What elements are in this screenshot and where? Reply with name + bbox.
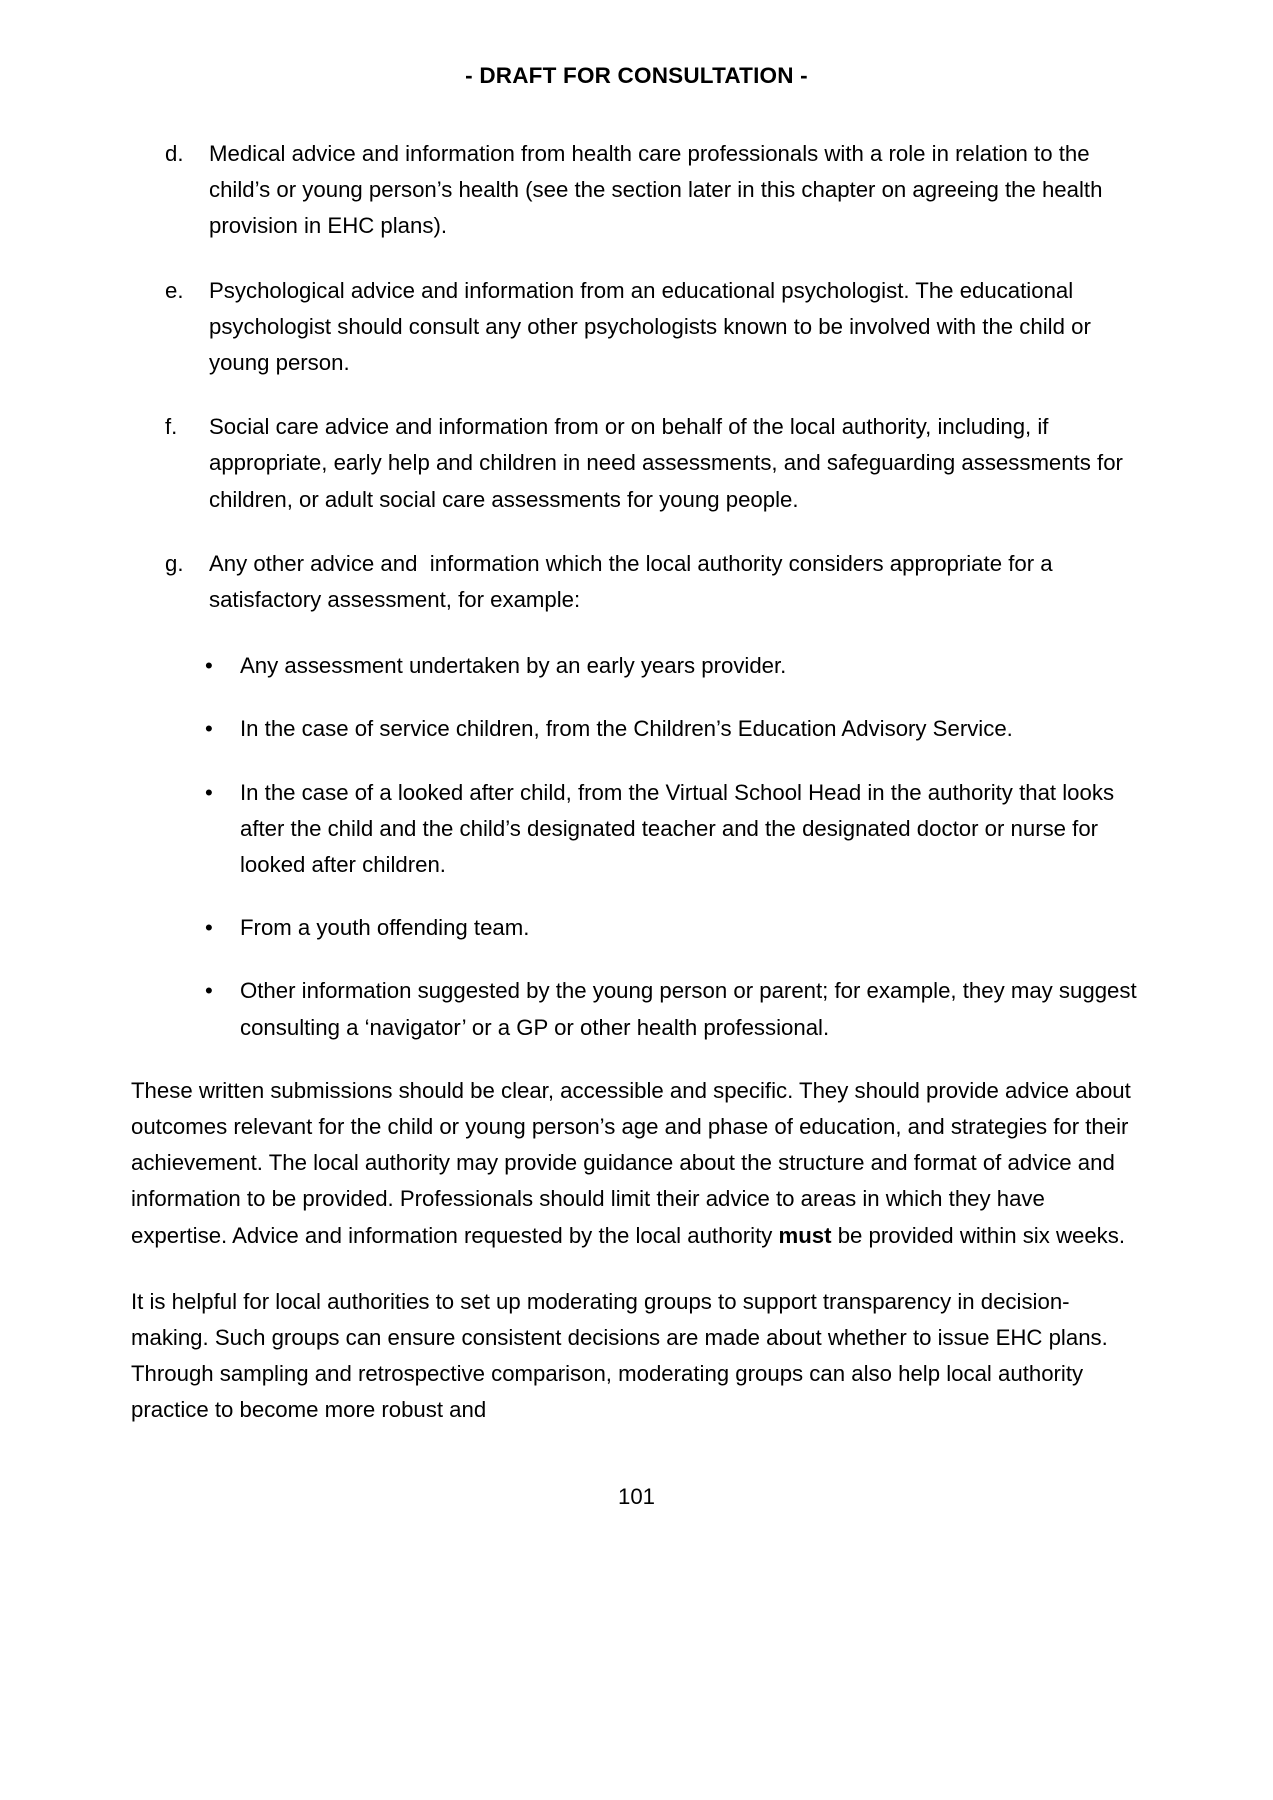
list-item-text: Social care advice and information from or on behalf of the local authority, including, if appropriate, early help and children in need assessments, and safeguarding assessments for children, or adult social care assessments for young people. (209, 414, 1130, 512)
list-item-text: In the case of service children, from the Children’s Education Advisory Service. (240, 716, 1013, 742)
list-marker: f. (165, 414, 178, 440)
list-marker: g. (165, 550, 184, 576)
list-item-text: In the case of a looked after child, from the Virtual School Head in the authority that looks after the child and the child’s designated teacher and the designated doctor or nurse for looked after children. (240, 779, 1115, 878)
paragraph-text-segment: be provided within six weeks. (831, 1222, 1126, 1248)
bullet-icon: • (205, 978, 213, 1004)
document-body (131, 136, 1140, 1429)
list-item-text: Psychological advice and information from an educational psychologist. The educational psychologist should consult any other psychologists known to be involved with the child or young person. (209, 277, 1098, 376)
list-item-text: Any other advice and information which the local authority considers appropriate for a satisfactory assessment, for example: (209, 550, 1059, 613)
list-item (131, 910, 1140, 946)
lettered-list (131, 136, 1140, 618)
list-item (131, 648, 1140, 684)
list-item (131, 546, 1140, 618)
list-item-text: Medical advice and information from health care professionals with a role in relation to the child’s or young person’s health (see the section later in this chapter on agreeing the health provision in EHC plans). (209, 141, 1109, 239)
list-item (131, 273, 1140, 382)
list-item-text: From a youth offending team. (240, 915, 530, 941)
bullet-list (131, 648, 1140, 1046)
paragraph-text-segment: These written submissions should be clear, accessible and specific. They should provide advice about outcomes relevant for the child or young person’s age and phase of education, and strategies for their achievement. The local authority may provide guidance about the structure and format of advice and information to be provided. Professionals should limit their advice to areas in which they have expertise. Advice and information requested by the local authority (131, 1077, 1131, 1248)
list-item-text: Other information suggested by the young person or parent; for example, they may suggest consulting a ‘navigator’ or a GP or other health professional. (240, 978, 1137, 1040)
list-item (131, 973, 1140, 1045)
emphasis-must: must (778, 1222, 832, 1248)
list-item-text: Any assessment undertaken by an early years provider. (240, 653, 787, 679)
page-header-title: - DRAFT FOR CONSULTATION - (465, 63, 808, 88)
body-paragraph-2: It is helpful for local authorities to set up moderating groups to support transparency in decision-making. Such groups can ensure consistent decisions are made about whether to issue EHC plans. Through sampling and retrospective comparison, moderating groups can also help local authority practice to become more robust and (131, 1288, 1108, 1423)
bullet-icon: • (205, 653, 213, 679)
list-marker: e. (165, 277, 184, 303)
list-item (131, 711, 1140, 747)
bullet-icon: • (205, 716, 213, 742)
list-item (131, 409, 1140, 518)
list-item (131, 775, 1140, 884)
body-paragraph-1 (131, 1073, 1140, 1254)
bullet-icon: • (205, 915, 213, 941)
page-number: 101 (617, 1484, 656, 1509)
bullet-icon: • (205, 779, 213, 805)
list-marker: d. (165, 141, 184, 166)
list-item (131, 136, 1140, 245)
